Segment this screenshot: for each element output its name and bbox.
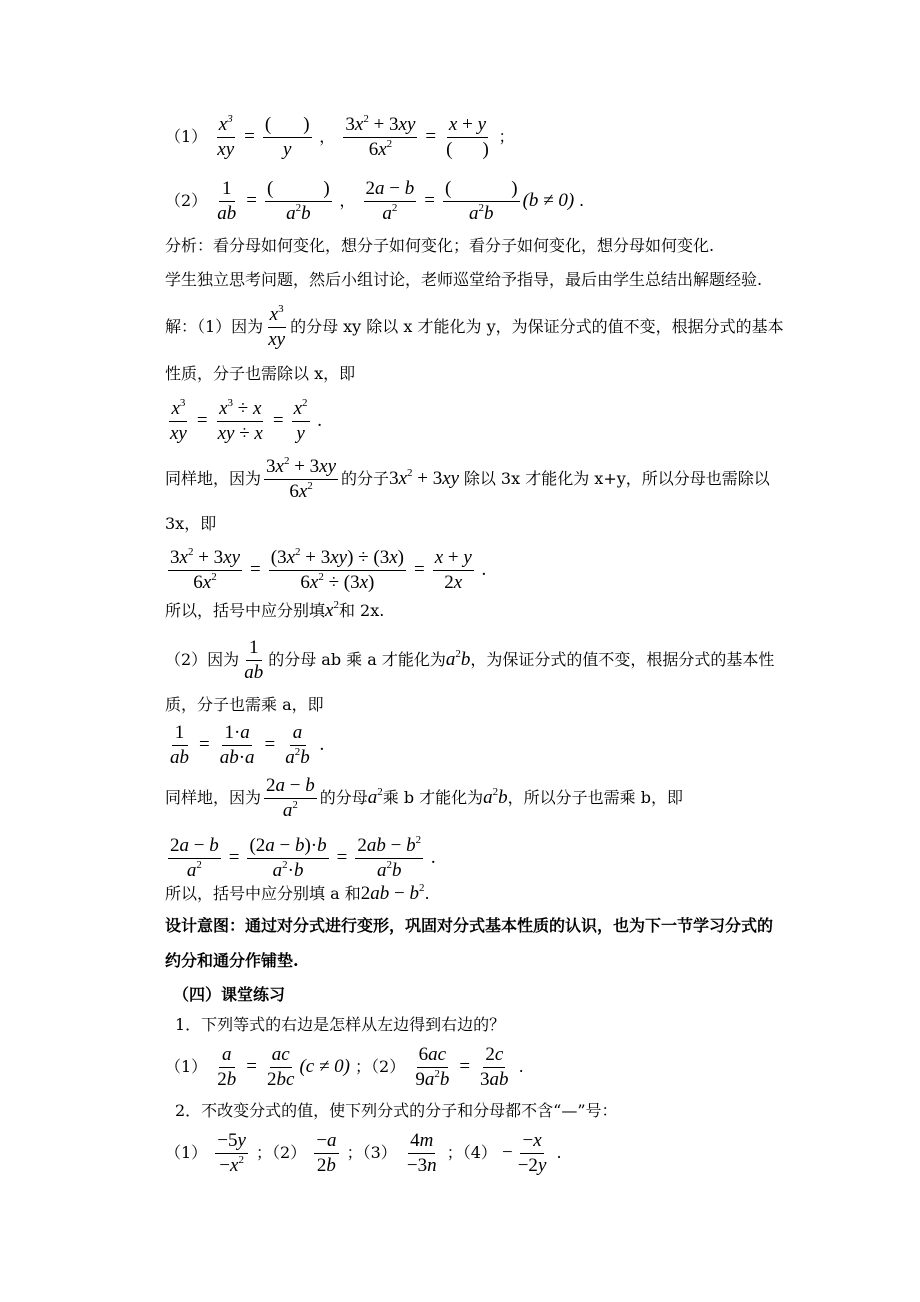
fraction-blank-over-a2b: $\frac{( )}{a^2b}$ — [267, 178, 330, 224]
practice-question-1-equations: （1） $\frac{a}{2b}$ = $\frac{ac}{2bc}$ (c ≠ 0) ；（2） $\frac{6ac}{9a^2b}$ = $\frac{2c}{3ab}$ . — [165, 1044, 524, 1090]
part-label: （2） — [165, 190, 208, 210]
practice-title: （四）课堂练习 — [173, 985, 286, 1004]
equation-x3-div-x: $\frac{x^3}{xy}$ = $\frac{x^3 \div x}{xy \div x}$ = $\frac{x^2}{y}$ . — [170, 397, 322, 444]
fraction-x3-over-xy: $\frac{x^3}{xy}$ — [268, 303, 286, 350]
practice-question-2: 2．不改变分式的值，使下列分式的分子和分母都不含“—”号： — [175, 1101, 618, 1120]
equation-2a-b-mul-b: $\frac{2a - b}{a^2}$ = $\frac{(2a - b)\cdot b}{a^2\cdot b}$ = $\frac{2ab - b^2}{a^2b}$ . — [170, 834, 436, 881]
fraction-1-over-ab: $\frac{1}{ab}$ — [217, 178, 237, 224]
solution-1-line: 解：（1）因为 $\frac{x^3}{xy}$ 的分母 xy 除以 x 才能化为 y，为保证分式的值不变，根据分式的基本 — [165, 303, 784, 350]
solution-1-answer: 所以，括号中应分别填$x^2$和 2x. — [165, 599, 385, 621]
solution-1-3x: 3x，即 — [165, 514, 217, 533]
condition-b-nonzero: (b ≠ 0) — [522, 189, 575, 211]
part-label: （1） — [165, 126, 208, 146]
fraction-x3-over-xy: $\frac{x^3}{xy}$ — [217, 113, 235, 160]
design-intent-line-2: 约分和通分作铺垫. — [165, 951, 299, 970]
equation-3x2-div-3x: $\frac{3x^2 + 3xy}{6x^2}$ = $\frac{(3x^2 + 3xy) \div (3x)}{6x^2 \div (3x)}$ = $\frac{x + y}{2x}$ . — [170, 546, 487, 593]
equation-1-mul-a: $\frac{1}{ab}$ = $\frac{1\cdot a}{ab\cdot a}$ = $\frac{a}{a^2b}$ . — [170, 722, 325, 768]
fraction-blank-over-a2b-2: $\frac{( )}{a^2b}$ — [444, 178, 518, 224]
solution-1-cont: 性质，分子也需除以 x，即 — [165, 364, 356, 383]
practice-question-2-fractions: （1） $\frac{-5y}{-x^2}$ ；（2） $\frac{-a}{2b}$ ；（3） $\frac{4m}{-3n}$ ；（4） − $\frac{-x}{-2y}$ . — [165, 1130, 562, 1176]
question-part-2: （2） $\frac{1}{ab}$ = $\frac{( )}{a^2b}$ ， $\frac{2a - b}{a^2}$ = $\frac{( )}{a^2b}$ (b ≠ 0) . — [165, 178, 585, 224]
fraction-3x2-3xy-over-6x2: $\frac{3x^2 + 3xy}{6x^2}$ — [345, 113, 416, 160]
fraction-2a-b-over-a2: $\frac{2a - b}{a^2}$ — [365, 178, 415, 224]
process-text: 学生独立思考问题，然后小组讨论，老师巡堂给予指导，最后由学生总结出解题经验. — [165, 270, 763, 289]
design-intent-line-1: 设计意图：通过对分式进行变形，巩固对分式基本性质的认识，也为下一节学习分式的 — [165, 916, 774, 935]
solution-1-similar: 同样地，因为 $\frac{3x^2 + 3xy}{6x^2}$ 的分子$3x^2 + 3xy$ 除以 3x 才能化为 x+y，所以分母也需除以 — [165, 455, 770, 502]
solution-2-line: （2）因为 $\frac{1}{ab}$ 的分母 ab 乘 a 才能化为$a^2b$，为保证分式的值不变，根据分式的基本性 — [165, 637, 775, 683]
practice-question-1: 1．下列等式的右边是怎样从左边得到右边的？ — [175, 1015, 506, 1034]
solution-2-answer: 所以，括号中应分别填 a 和$2ab - b^2$. — [165, 882, 430, 904]
fraction-blank-over-y: $\frac{( )}{y}$ — [264, 114, 310, 160]
question-part-1: （1） $\frac{x^3}{xy}$ = $\frac{( )}{y}$ ， $\frac{3x^2 + 3xy}{6x^2}$ = $\frac{x + y}{( )}$ ； — [165, 113, 515, 160]
solution-2-similar: 同样地，因为 $\frac{2a - b}{a^2}$ 的分母$a^2$乘 b 才能化为$a^2b$，所以分子也需乘 b，即 — [165, 775, 684, 821]
analysis-text: 分析：看分母如何变化，想分子如何变化；看分子如何变化，想分母如何变化. — [165, 236, 715, 255]
fraction-xy-over-blank: $\frac{x + y}{( )}$ — [446, 114, 489, 160]
condition-c-nonzero: (c ≠ 0) — [299, 1055, 350, 1077]
solution-2-cont: 质，分子也需乘 a，即 — [165, 695, 324, 714]
